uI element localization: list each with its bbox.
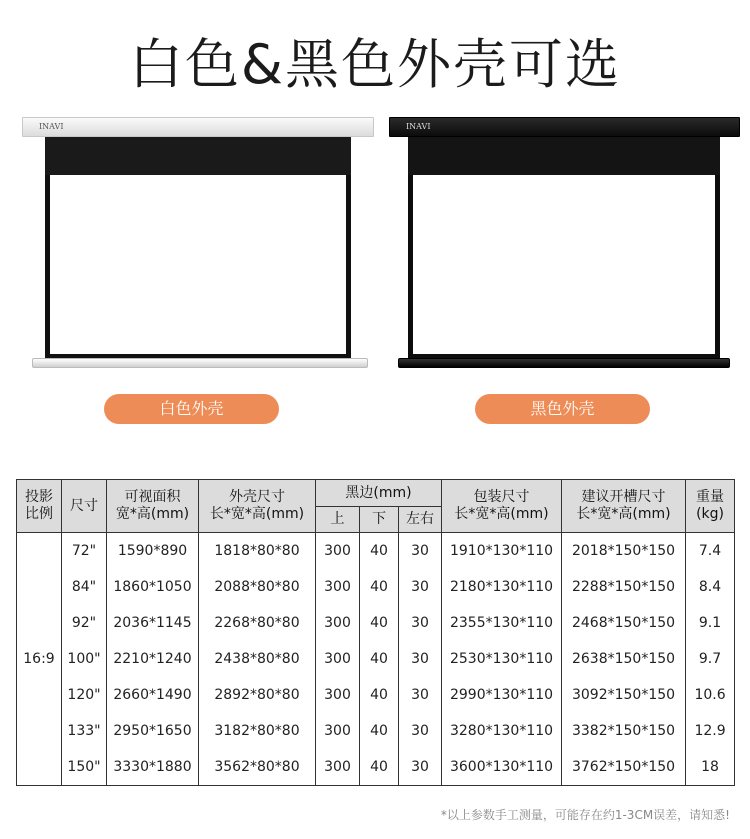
cell-view: 3330*1880 (107, 749, 199, 786)
cell-pack: 3280*130*110 (442, 713, 562, 749)
black-case (389, 117, 740, 137)
cell-weight: 9.1 (686, 605, 735, 641)
cell-top: 300 (316, 641, 360, 677)
table-row (17, 533, 735, 570)
cell-bottom: 40 (360, 749, 399, 786)
cell-size: 84" (62, 569, 107, 605)
cell-case: 3182*80*80 (199, 713, 316, 749)
header-slot-size: 建议开槽尺寸 长*宽*高(mm) (562, 480, 686, 533)
cell-slot: 2288*150*150 (562, 569, 686, 605)
cell-weight: 9.7 (686, 641, 735, 677)
cell-pack: 2530*130*110 (442, 641, 562, 677)
cell-pack: 3600*130*110 (442, 749, 562, 786)
cell-case: 1818*80*80 (199, 533, 316, 570)
cell-slot: 3762*150*150 (562, 749, 686, 786)
cell-case: 2892*80*80 (199, 677, 316, 713)
cell-pack: 2990*130*110 (442, 677, 562, 713)
cell-size: 133" (62, 713, 107, 749)
header-border-bottom: 下 (360, 507, 399, 533)
cell-bottom: 40 (360, 677, 399, 713)
cell-slot: 3382*150*150 (562, 713, 686, 749)
cell-case: 2268*80*80 (199, 605, 316, 641)
cell-view: 2950*1650 (107, 713, 199, 749)
cell-top: 300 (316, 677, 360, 713)
cell-case: 2438*80*80 (199, 641, 316, 677)
white-case (22, 117, 374, 137)
header-black-border: 黑边(mm) (316, 480, 442, 507)
cell-bottom: 40 (360, 641, 399, 677)
spec-table (16, 479, 735, 786)
cell-view: 1860*1050 (107, 569, 199, 605)
table-row (17, 605, 735, 641)
cell-size: 72" (62, 533, 107, 570)
cell-side: 30 (399, 677, 442, 713)
cell-slot: 2638*150*150 (562, 641, 686, 677)
cell-view: 2660*1490 (107, 677, 199, 713)
cell-view: 2036*1145 (107, 605, 199, 641)
cell-top: 300 (316, 605, 360, 641)
cell-weight: 18 (686, 749, 735, 786)
cell-pack: 2355*130*110 (442, 605, 562, 641)
table-row (17, 641, 735, 677)
table-row (17, 677, 735, 713)
black-screen-panel (408, 137, 720, 362)
white-bottom-bar (32, 358, 368, 368)
cell-size: 100" (62, 641, 107, 677)
cell-side: 30 (399, 749, 442, 786)
cell-bottom: 40 (360, 605, 399, 641)
cell-side: 30 (399, 605, 442, 641)
cell-pack: 2180*130*110 (442, 569, 562, 605)
cell-top: 300 (316, 569, 360, 605)
cell-size: 150" (62, 749, 107, 786)
header-ratio: 投影 比例 (17, 480, 62, 533)
cell-slot: 2018*150*150 (562, 533, 686, 570)
cell-view: 2210*1240 (107, 641, 199, 677)
brand-logo: INAVI (406, 122, 431, 131)
black-case-label: 黑色外壳 (475, 394, 650, 424)
cell-view: 1590*890 (107, 533, 199, 570)
page-title: 白色&黑色外壳可选 (128, 33, 622, 96)
table-row (17, 713, 735, 749)
cell-pack: 1910*130*110 (442, 533, 562, 570)
cell-slot: 3092*150*150 (562, 677, 686, 713)
cell-top: 300 (316, 533, 360, 570)
header-viewable-area: 可视面积 宽*高(mm) (107, 480, 199, 533)
cell-size: 120" (62, 677, 107, 713)
black-bottom-bar (398, 358, 730, 368)
table-row (17, 569, 735, 605)
cell-case: 3562*80*80 (199, 749, 316, 786)
header-size: 尺寸 (62, 480, 107, 533)
measurement-note: *以上参数手工测量，可能存在约1-3CM误差，请知悉! (440, 808, 730, 822)
cell-top: 300 (316, 713, 360, 749)
cell-side: 30 (399, 569, 442, 605)
header-case-size: 外壳尺寸 长*宽*高(mm) (199, 480, 316, 533)
table-row (17, 749, 735, 786)
cell-side: 30 (399, 713, 442, 749)
white-screen-panel (45, 137, 351, 362)
brand-logo: INAVI (39, 122, 64, 131)
cell-bottom: 40 (360, 569, 399, 605)
cell-bottom: 40 (360, 713, 399, 749)
cell-slot: 2468*150*150 (562, 605, 686, 641)
cell-weight: 10.6 (686, 677, 735, 713)
aspect-ratio-cell: 16:9 (17, 533, 62, 786)
cell-size: 92" (62, 605, 107, 641)
cell-side: 30 (399, 641, 442, 677)
header-weight: 重量 (kg) (686, 480, 735, 533)
header-package-size: 包装尺寸 长*宽*高(mm) (442, 480, 562, 533)
cell-top: 300 (316, 749, 360, 786)
cell-weight: 8.4 (686, 569, 735, 605)
cell-weight: 12.9 (686, 713, 735, 749)
header-border-side: 左右 (399, 507, 442, 533)
cell-side: 30 (399, 533, 442, 570)
cell-bottom: 40 (360, 533, 399, 570)
cell-weight: 7.4 (686, 533, 735, 570)
cell-case: 2088*80*80 (199, 569, 316, 605)
header-border-top: 上 (316, 507, 360, 533)
white-case-label: 白色外壳 (104, 394, 279, 424)
